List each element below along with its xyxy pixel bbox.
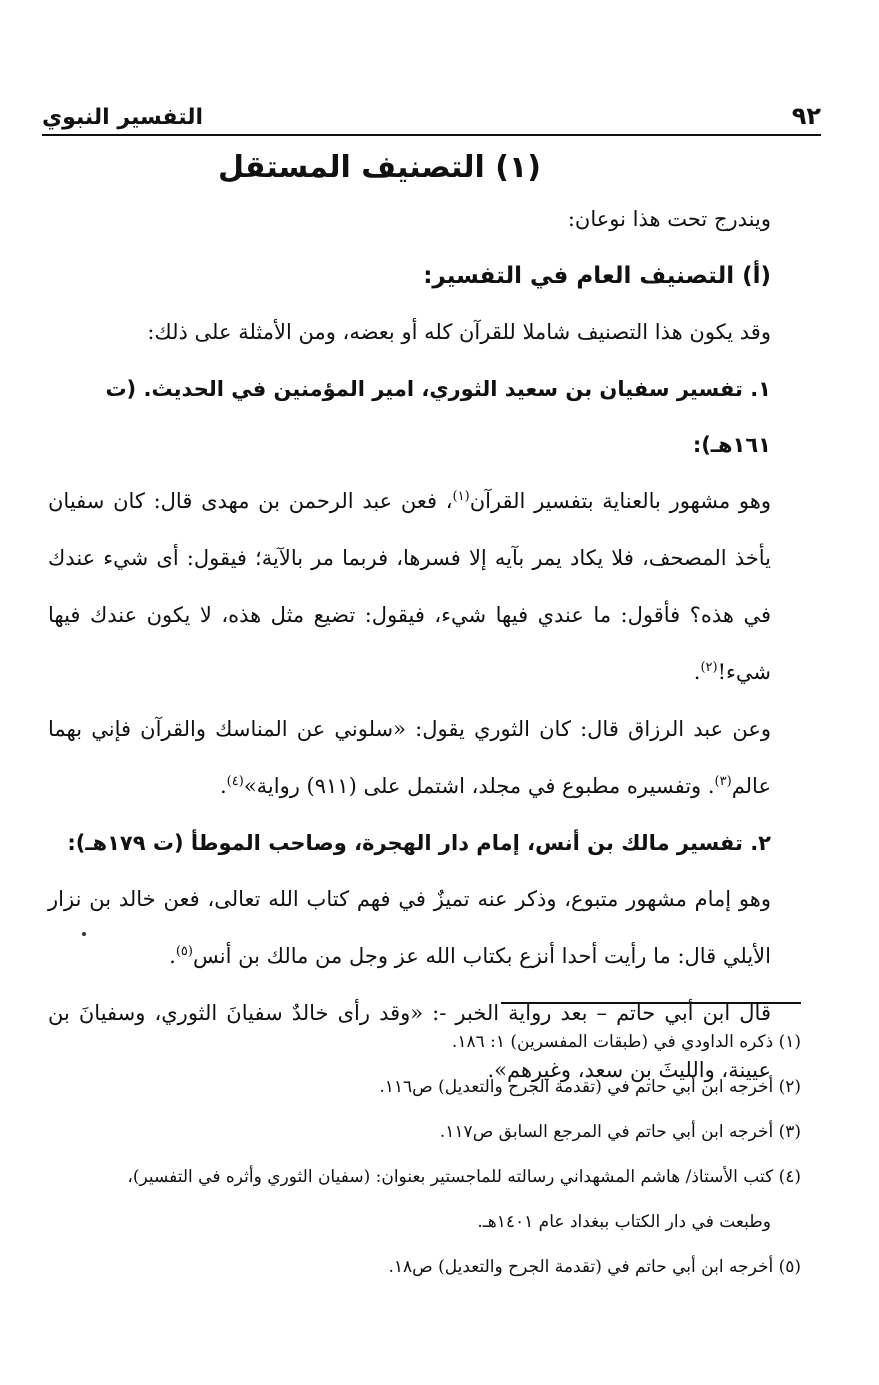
footnote-1: (١) ذكره الداودي في (طبقات المفسرين) ١: ١٨٦.: [451, 1032, 801, 1052]
footnote-ref: (٥): [175, 944, 193, 959]
entry-sufyan-paragraph-2: [48, 701, 771, 815]
text-run: وعن عبد الرزاق قال: كان الثوري يقول: «سلوني عن المناسك والقرآن فإني بهما عالم: [48, 717, 771, 798]
section-heading: (١) التصنيف المستقل: [217, 150, 541, 185]
ink-speck: [82, 932, 86, 936]
entry-title-sufyan: ١. تفسير سفيان بن سعيد الثوري، امير المؤمنين في الحديث. (ت ١٦١هـ):: [105, 377, 771, 457]
text-run: وهو مشهور بالعناية بتفسير القرآن: [469, 489, 771, 513]
footnote-ref: (٤): [226, 774, 244, 789]
footnote-separator: [501, 1002, 801, 1004]
running-title: التفسير النبوي: [42, 105, 204, 130]
entry-malik-paragraph-1: [48, 871, 771, 985]
subheading-paragraph: وقد يكون هذا التصنيف شاملا للقرآن كله أو بعضه، ومن الأمثلة على ذلك:: [147, 320, 771, 344]
text-run: .: [219, 774, 227, 798]
footnote-ref: (٣): [714, 774, 732, 789]
text-run: .: [693, 660, 701, 684]
text-run: . وتفسيره مطبوع في مجلد، اشتمل على (٩١١) رواية»: [243, 774, 715, 798]
page-number: ٩٢: [791, 102, 821, 130]
footnote-3: (٣) أخرجه ابن أبي حاتم في المرجع السابق ص١١٧.: [439, 1122, 801, 1142]
subheading-general-classification: (أ) التصنيف العام في التفسير:: [423, 263, 771, 289]
footnote-4: (٤) كتب الأستاذ/ هاشم المشهداني رسالته للماجستير بعنوان: (سفيان الثوري وأثره في التفسير)،: [127, 1167, 801, 1187]
footnote-ref: (١): [452, 489, 470, 504]
entry-sufyan-paragraph-1: [48, 473, 771, 701]
intro-paragraph: ويندرج تحت هذا نوعان:: [567, 207, 771, 231]
text-run: ، فعن عبد الرحمن بن مهدى قال: كان سفيان يأخذ المصحف، فلا يكاد يمر بآيه إلا فسرها، فربما مر بالآية؛ فيقول: أى شيء عندك في هذه؟ فأقول: ما عندي فيها شيء، فيقول: تضيع مثل هذه، لا يكون عندك فيها شيء!: [48, 489, 771, 684]
footnote-5: (٥) أخرجه ابن أبي حاتم في (تقدمة الجرح والتعديل) ص١٨.: [388, 1257, 801, 1277]
text-run: وهو إمام مشهور متبوع، وذكر عنه تميزٌ في فهم كتاب الله تعالى، فعن خالد بن نزار الأيلي قال: ما رأيت أحدا أنزع بكتاب الله عز وجل من مالك بن أنس: [48, 887, 771, 968]
footnote-2: (٢) أخرجه ابن أبي حاتم في (تقدمة الجرح والتعديل) ص١١٦.: [379, 1077, 801, 1097]
entry-malik-paragraph-2: قال ابن أبي حاتم – بعد رواية الخبر -: «وقد رأى خالدٌ سفيانَ الثوري، وسفيانَ بن عيينة، والليثَ بن سعد، وغيرهم».: [48, 1001, 771, 1082]
footnote-ref: (٢): [700, 660, 718, 675]
text-run: .: [169, 944, 176, 968]
main-text: [48, 150, 771, 1099]
footnotes: [48, 1020, 801, 1290]
running-header: [42, 96, 821, 136]
entry-title-malik: ٢. تفسير مالك بن أنس، إمام دار الهجرة، وصاحب الموطأ (ت ١٧٩هـ):: [67, 831, 771, 855]
footnote-4-continuation: وطبعت في دار الكتاب ببغداد عام ١٤٠١هـ.: [477, 1212, 771, 1232]
